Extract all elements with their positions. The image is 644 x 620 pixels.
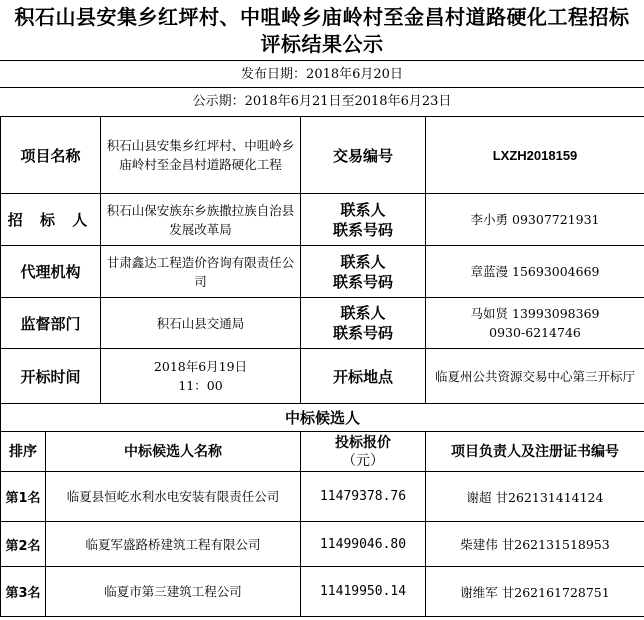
supervisor-contact-phone: 0930-6214746 [489,325,581,340]
phone-label: 联系号码 [333,324,394,342]
candidates-header-row [1,432,644,472]
supervisor-contact-labels [301,298,426,349]
candidates-section-row [1,404,644,432]
candidates-section-title: 中标候选人 [1,404,644,432]
open-time-label: 开标时间 [1,349,101,404]
contact-label: 联系人 [340,252,386,271]
candidate-name: 临夏市第三建筑工程公司 [46,567,301,617]
open-place-value: 临夏州公共资源交易中心第三开标厅 [426,349,644,404]
divider [0,87,644,88]
tenderer-value: 积石山保安族东乡族撒拉族自治县发展改革局 [101,194,301,246]
candidate-manager: 柴建伟 甘262131518953 [426,522,644,567]
supervisor-row [1,298,644,349]
release-date: 发布日期：2018年6月20日 [241,67,403,82]
open-place-label: 开标地点 [301,349,426,404]
result-table [0,116,644,617]
publicity-period: 公示期：2018年6月21日至2018年6月23日 [192,94,452,109]
table-row [1,522,644,567]
table-row [1,472,644,522]
agency-contact: 章蓝漫 15693004669 [426,246,644,298]
tenderer-contact: 李小勇 09307721931 [426,194,644,246]
open-time-value [101,349,301,404]
project-row [1,117,644,194]
col-price-header [301,432,426,472]
candidate-rank: 第1名 [1,472,46,522]
phone-label: 联系号码 [333,272,394,291]
agency-row [1,246,644,298]
tenderer-contact-labels [301,194,426,246]
candidate-rank: 第3名 [1,567,46,617]
tenderer-row [1,194,644,246]
supervisor-label: 监督部门 [1,298,101,349]
candidate-name: 临夏县恒屹水利水电安装有限责任公司 [46,472,301,522]
contact-label: 联系人 [340,304,386,322]
col-manager-header: 项目负责人及注册证书编号 [426,432,644,472]
price-header-label: 投标报价 [335,434,392,451]
project-name-label: 项目名称 [1,117,101,194]
trade-no-label: 交易编号 [301,117,426,194]
agency-label: 代理机构 [1,246,101,298]
contact-label: 联系人 [340,200,386,219]
candidate-manager: 谢超 甘262131414124 [426,472,644,522]
candidate-price: 11479378.76 [301,472,426,522]
tenderer-label: 招 标 人 [1,194,101,246]
table-row [1,567,644,617]
open-date: 2018年6月19日 [153,359,248,374]
open-hour: 11：00 [178,378,223,393]
open-row [1,349,644,404]
supervisor-value: 积石山县交通局 [101,298,301,349]
agency-contact-labels [301,246,426,298]
supervisor-contact [426,298,644,349]
candidate-rank: 第2名 [1,522,46,567]
col-name-header: 中标候选人名称 [46,432,301,472]
candidate-name: 临夏军盛路桥建筑工程有限公司 [46,522,301,567]
page-title: 积石山县安集乡红坪村、中咀岭乡庙岭村至金昌村道路硬化工程招标评标结果公示 [14,5,630,56]
phone-label: 联系号码 [333,220,394,239]
candidate-price: 11499046.80 [301,522,426,567]
candidate-manager: 谢维军 甘262161728751 [426,567,644,617]
project-name-value: 积石山县安集乡红坪村、中咀岭乡庙岭村至金昌村道路硬化工程 [101,117,301,194]
agency-value: 甘肃鑫达工程造价咨询有限责任公司 [101,246,301,298]
divider [0,60,644,61]
candidate-price: 11419950.14 [301,567,426,617]
supervisor-contact-name: 马如贤 13993098369 [470,306,600,321]
trade-no-value: LXZH2018159 [426,117,644,194]
col-rank-header: 排序 [1,432,46,472]
price-header-unit: （元） [342,452,385,469]
